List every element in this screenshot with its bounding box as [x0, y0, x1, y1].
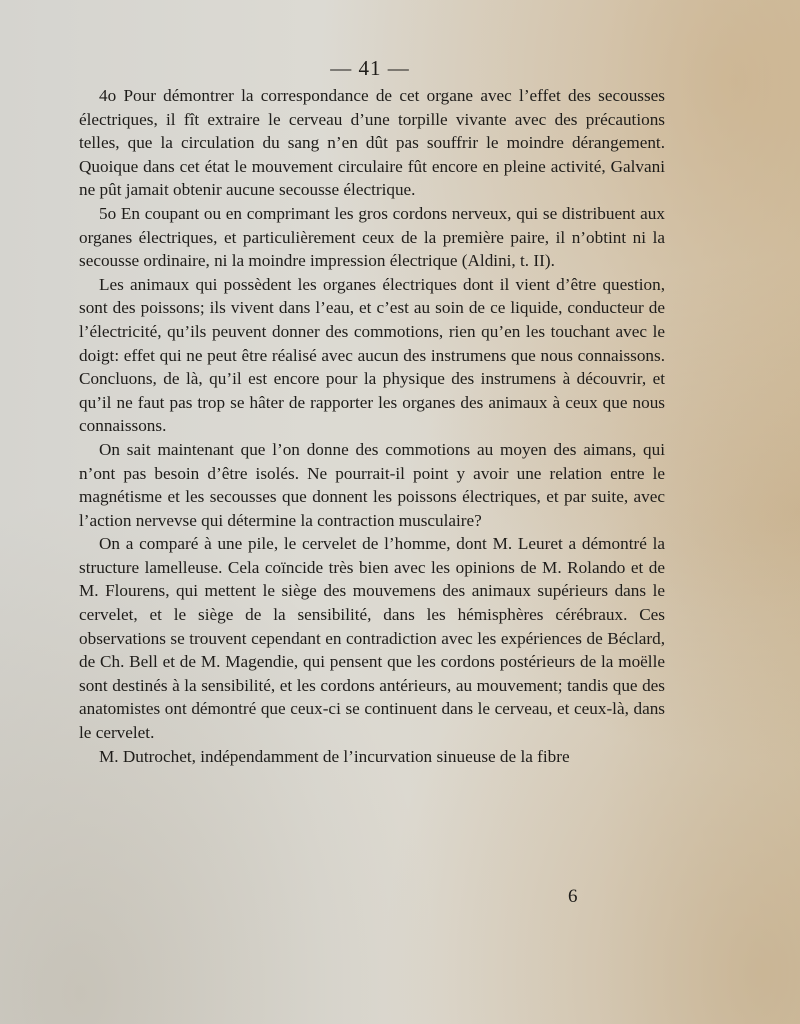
- paragraph-point-4: 4o Pour démontrer la correspondance de cet organe avec l’effet des secousses électriques, il fît extraire le cerveau d’une torpille vivante avec des précautions telles, que la circulation du sang n’en dût pas souffrir le moindre dérangement. Quoique dans cet état le mouvement circulaire fût encore en pleine activité, Galvani ne pût jamait obtenir aucune secousse électrique.: [79, 86, 665, 200]
- paragraph-magnets: On sait maintenant que l’on donne des commotions au moyen des aimans, qui n’ont pas besoin d’être isolés. Ne pourrait-il point y avoir une relation entre le magnétisme et les secousses que donnent les poissons électriques, et par suite, avec l’action nervevse qui détermine la contraction musculaire?: [79, 439, 665, 530]
- page-number: — 41 —: [330, 56, 410, 80]
- text-body: [79, 84, 665, 768]
- paragraph-dutrochet: M. Dutrochet, indépendamment de l’incurvation sinueuse de la fibre: [99, 746, 570, 766]
- paragraph-cerebellum: On a comparé à une pile, le cervelet de l’homme, dont M. Leuret a démontré la structure lamelleuse. Cela coïncide très bien avec les opinions de M. Rolando et de M. Flourens, qui mettent le siège des mouvemens des animaux supérieurs dans le cervelet, et le siège de la sensibilité, dans les hémisphères cérébraux. Ces observations se trouvent cependant en contradiction avec les expériences de Béclard, de Ch. Bell et de M. Magendie, qui pensent que les cordons postérieurs de la moëlle sont destinés à la sensibilité, et les cordons antérieurs, au mouvement; tandis que des anatomistes ont démontré que ceux-ci se continuent dans le cerveau, et ceux-là, dans le cervelet.: [79, 534, 665, 743]
- signature-mark: 6: [568, 886, 578, 907]
- paragraph-point-5: 5o En coupant ou en comprimant les gros cordons nerveux, qui se distribuent aux organes électriques, et particulièrement ceux de la première paire, il n’obtint ni la secousse ordinaire, ni la moindre impression électrique (Aldini, t. II).: [79, 203, 665, 271]
- paragraph-electric-fish: Les animaux qui possèdent les organes électriques dont il vient d’être question, sont des poissons; ils vivent dans l’eau, et c’est au soin de ce liquide, conducteur de l’électricité, qu’ils peuvent donner des commotions, rien qu’en les touchant avec le doigt: effet qui ne peut être réalisé avec aucun des instrumens que nous connaissons. Concluons, de là, qu’il est encore pour la physique des instrumens à découvrir, et qu’il ne faut pas trop se hâter de rapporter les organes des animaux à ceux que nous connaissons.: [79, 274, 665, 436]
